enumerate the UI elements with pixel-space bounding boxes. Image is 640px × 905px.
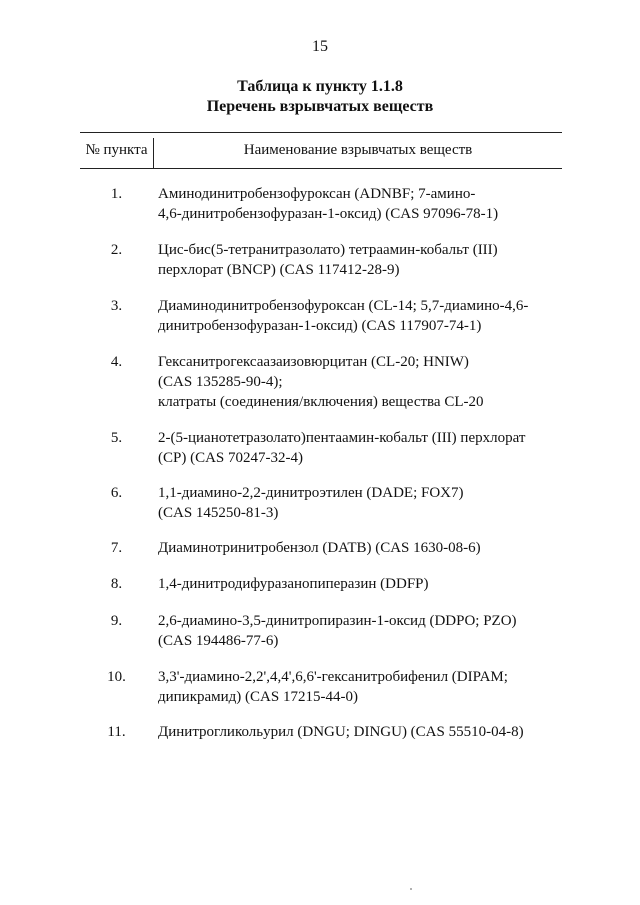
row-number: 8.	[110, 576, 123, 592]
row-line: Диаминодинитробензофуроксан (CL-14; 5,7-диамино-4,6-	[158, 298, 529, 314]
row-number: 11.	[107, 724, 126, 740]
row-text	[158, 184, 562, 224]
row-text	[158, 352, 562, 412]
row-text	[158, 722, 562, 742]
row-text	[158, 483, 562, 523]
row-line: Динитрогликольурил (DNGU; DINGU) (CAS 55510-04-8)	[158, 724, 524, 740]
row-line: 3,3'-диамино-2,2',4,4',6,6'-гексанитробифенил (DIPAM;	[158, 669, 508, 685]
row-number: 4.	[110, 354, 123, 370]
scan-speck	[410, 888, 412, 890]
row-line: Диаминотринитробензол (DATB) (CAS 1630-08-6)	[158, 540, 481, 556]
row-line: (CAS 135285-90-4);	[158, 374, 283, 390]
table-header	[80, 132, 562, 169]
table-title: Таблица к пункту 1.1.8	[237, 78, 403, 95]
row-line: Цис-бис(5-тетранитразолато) тетраамин-кобальт (III)	[158, 242, 498, 258]
row-line: 1,4-динитродифуразанопиперазин (DDFP)	[158, 576, 429, 592]
page-number: 15	[312, 38, 328, 55]
row-text	[158, 296, 562, 336]
row-line: (CP) (CAS 70247-32-4)	[158, 450, 303, 466]
row-line: (CAS 194486-77-6)	[158, 633, 279, 649]
row-line: (CAS 145250-81-3)	[158, 505, 279, 521]
row-line: дипикрамид) (CAS 17215-44-0)	[158, 689, 358, 705]
row-line: динитробензофуразан-1-оксид) (CAS 117907-74-1)	[158, 318, 482, 334]
header-number: № пункта	[85, 142, 148, 158]
row-line: Аминодинитробензофуроксан (ADNBF; 7-амино-	[158, 186, 476, 202]
row-number: 2.	[110, 242, 123, 258]
row-line: клатраты (соединения/включения) вещества CL-20	[158, 394, 484, 410]
row-number: 5.	[110, 430, 123, 446]
table-subtitle: Перечень взрывчатых веществ	[206, 98, 434, 115]
row-text	[158, 667, 562, 707]
row-number: 7.	[110, 540, 123, 556]
row-number: 6.	[110, 485, 123, 501]
row-line: перхлорат (BNCP) (CAS 117412-28-9)	[158, 262, 400, 278]
row-line: Гексанитрогексаазаизовюрцитан (CL-20; HNIW)	[158, 354, 469, 370]
row-line: 2-(5-цианотетразолато)пентаамин-кобальт (III) перхлорат	[158, 430, 526, 446]
row-number: 9.	[110, 613, 123, 629]
row-number: 10.	[107, 669, 126, 685]
row-text	[158, 611, 562, 651]
row-number: 1.	[110, 186, 123, 202]
row-text	[158, 428, 562, 468]
header-name: Наименование взрывчатых веществ	[243, 142, 473, 158]
row-text	[158, 538, 562, 558]
row-line: 4,6-динитробензофуразан-1-оксид) (CAS 97096-78-1)	[158, 206, 499, 222]
row-number: 3.	[110, 298, 123, 314]
row-text	[158, 240, 562, 280]
row-text	[158, 574, 562, 594]
row-line: 1,1-диамино-2,2-динитроэтилен (DADE; FOX7)	[158, 485, 464, 501]
row-line: 2,6-диамино-3,5-динитропиразин-1-оксид (DDPO; PZO)	[158, 613, 517, 629]
